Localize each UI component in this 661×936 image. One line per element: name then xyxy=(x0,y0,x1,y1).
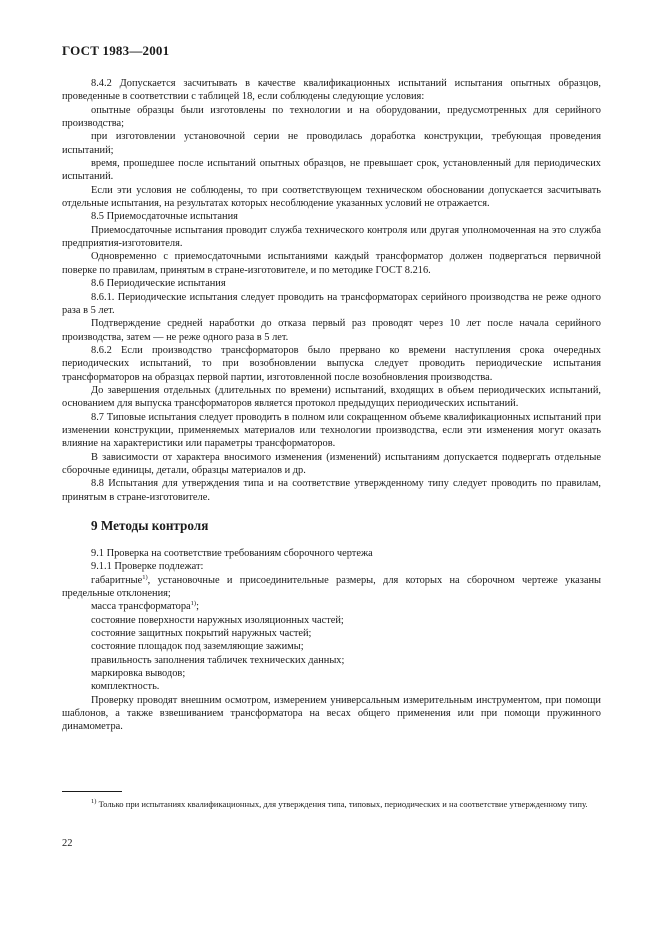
footnote-text xyxy=(62,798,601,810)
footnote-ref: 1) xyxy=(190,600,197,608)
footnote-ref: 1) xyxy=(142,573,148,581)
list-item: маркировка выводов; xyxy=(91,668,186,680)
paragraph: В зависимости от характера вносимого изменения (изменений) испытаниям допускается подвергать отдельные сборочные единицы, детали, образцы материалов и др. xyxy=(62,451,601,476)
list-item: правильность заполнения табличек технических данных; xyxy=(91,654,345,666)
paragraph: при изготовлении установочной серии не проводилась доработка конструкции, требующая проведения испытаний; xyxy=(62,131,601,156)
footnote-body: Только при испытаниях квалификационных, для утверждения типа, типовых, периодических и на соответствие утвержденному типу. xyxy=(96,799,588,809)
list-item: состояние площадок под заземляющие зажимы; xyxy=(91,641,304,653)
document-header: ГОСТ 1983—2001 xyxy=(62,43,170,58)
paragraph: время, прошедшее после испытаний опытных образцов, не превышает срок, установленный для периодических испытаний. xyxy=(62,158,601,183)
subsection-heading: 8.5 Приемосдаточные испытания xyxy=(91,211,238,223)
list-item-text: , установочные и присоединительные размеры, для которых на сборочном чертеже указаны предельные отклонения; xyxy=(62,574,601,600)
paragraph: 8.7 Типовые испытания следует проводить в полном или сокращенном объеме квалификационных испытаний при изменении конструкции, применяемых материалов или технологии производства, если эти изменения могут оказать влияние на характеристики или параметры трансформаторов. xyxy=(62,411,601,450)
list-item-text: габаритные xyxy=(91,574,143,586)
subsection-heading: 9.1 Проверка на соответствие требованиям сборочного чертежа xyxy=(91,548,373,559)
paragraph: 8.4.2 Допускается засчитывать в качестве квалификационных испытаний испытания опытных образцов, проведенные в соответствии с таблицей 18, если соблюдены следующие условия: xyxy=(62,78,601,103)
paragraph: Если эти условия не соблюдены, то при соответствующем техническом обосновании допускается засчитывать отдельные испытания, на результатах которых несоблюдение указанных условий не отражается. xyxy=(62,184,601,210)
list-item: состояние поверхности наружных изоляционных частей; xyxy=(91,614,344,626)
paragraph: Приемосдаточные испытания проводит служба технического контроля или другая уполномоченная на это служба предприятия-изготовителя. xyxy=(62,224,601,250)
paragraph: До завершения отдельных (длительных по времени) испытаний, входящих в объем периодических испытаний, основанием для выпуска трансформаторов является протокол предыдущих периодических испытаний. xyxy=(62,384,601,410)
paragraph: 9.1.1 Проверке подлежат: xyxy=(91,561,204,573)
page-number: 22 xyxy=(62,838,73,849)
paragraph: Проверку проводят внешним осмотром, измерением универсальным измерительным инструментом, при помощи шаблонов, а также взвешиванием трансформатора на весах общего применения или при помощи пружинного динамометра. xyxy=(62,694,601,733)
footnote-mark: 1) xyxy=(91,798,97,805)
list-item-text: масса трансформатора xyxy=(91,601,191,613)
paragraph: опытные образцы были изготовлены по технологии и на оборудовании, предусмотренных для серийного производства; xyxy=(62,104,601,130)
list-item: состояние защитных покрытий наружных частей; xyxy=(91,628,312,640)
list-item xyxy=(62,600,601,613)
section-title: 9 Методы контроля xyxy=(91,518,209,533)
paragraph: Одновременно с приемосдаточными испытаниями каждый трансформатор должен подвергаться первичной поверке по правилам, принятым в стране-изготовителе, и по методике ГОСТ 8.216. xyxy=(62,251,601,276)
paragraph: 8.8 Испытания для утверждения типа и на соответствие утвержденному типу следует проводить по правилам, принятым в стране-изготовителе. xyxy=(62,478,601,503)
document-body xyxy=(62,77,601,734)
footnote xyxy=(62,798,601,810)
list-item-text: ; xyxy=(196,601,199,613)
list-item xyxy=(62,574,601,601)
list-item: комплектность. xyxy=(91,681,160,693)
paragraph: Подтверждение средней наработки до отказа первый раз проводят через 10 лет после начала серийного производства, затем — не реже одного раза в 5 лет. xyxy=(62,318,601,343)
paragraph: 8.6.2 Если производство трансформаторов было прервано ко времени наступления срока очередных периодических испытаний, то при возобновлении выпуска следует проводить периодические испытания трансформаторов на образцах первой партии, изготовленной после возобновления производства. xyxy=(62,344,601,383)
subsection-heading: 8.6 Периодические испытания xyxy=(91,278,226,290)
footnote-divider xyxy=(62,791,122,792)
paragraph: 8.6.1. Периодические испытания следует проводить на трансформаторах серийного производства не реже одного раза в 5 лет. xyxy=(62,291,601,316)
